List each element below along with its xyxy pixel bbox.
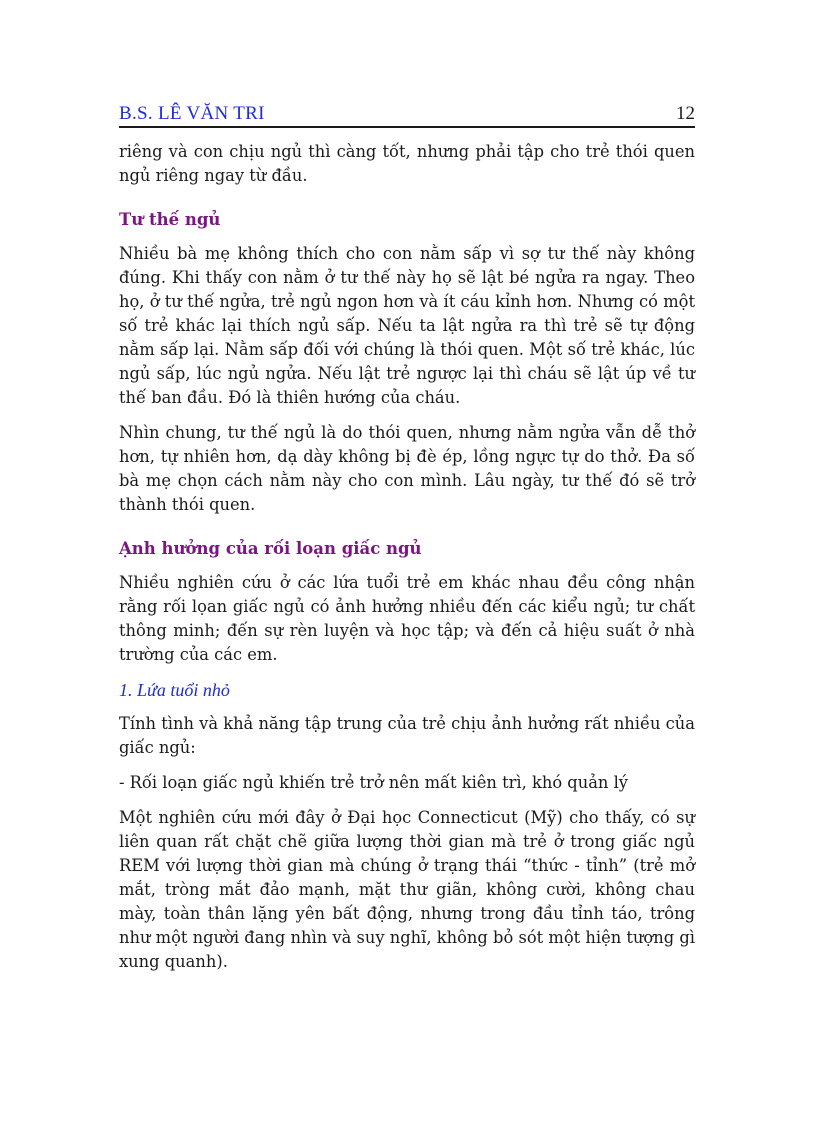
section-heading-sleep-position: Tư thế ngủ <box>119 210 221 229</box>
page-content <box>119 140 695 985</box>
header-author: B.S. LÊ VĂN TRI <box>119 103 265 124</box>
paragraph: Một nghiên cứu mới đây ở Đại học Connecticut (Mỹ) cho thấy, có sự liên quan rất chặt chẽ giữa lượng thời gian mà trẻ ở trong giấc ngủ REM với lượng thời gian mà chúng ở trạng thái “thức - tỉnh” (trẻ mở mắt, tròng mắt đảo mạnh, mặt thư giãn, không cười, không chau mày, toàn thân lặng yên bất động, nhưng trong đầu tỉnh táo, trông như một người đang nhìn và suy nghĩ, không bỏ sót một hiện tượng gì xung quanh). <box>119 808 695 971</box>
page-header <box>119 100 695 128</box>
section-heading-sleep-disorder-effects: Ạnh hưởng của rối loạn giấc ngủ <box>119 539 422 558</box>
paragraph: Nhìn chung, tư thế ngủ là do thói quen, nhưng nằm ngửa vẫn dễ thở hơn, tự nhiên hơn, dạ dày không bị đè ép, lồng ngực tự do thở. Đa số bà mẹ chọn cách nằm này cho con mình. Lâu ngày, tư thế đó sẽ trở thành thói quen. <box>119 423 695 514</box>
page-number: 12 <box>676 103 695 124</box>
paragraph: Nhiều bà mẹ không thích cho con nằm sấp vì sợ tư thế này không đúng. Khi thấy con nằm ở tư thế này họ sẽ lật bé ngửa ra ngay. Theo họ, ở tư thế ngửa, trẻ ngủ ngon hơn và ít cáu kỉnh hơn. Nhưng có một số trẻ khác lại thích ngủ sấp. Nếu ta lật ngửa ra thì trẻ sẽ tự động nằm sấp lại. Nằm sấp đối với chúng là thói quen. Một số trẻ khác, lúc ngủ sấp, lúc ngủ ngửa. Nếu lật trẻ ngược lại thì cháu sẽ lật úp về tư thế ban đầu. Đó là thiên hướng của cháu. <box>119 244 695 407</box>
paragraph: Tính tình và khả năng tập trung của trẻ chịu ảnh hưởng rất nhiều của giấc ngủ: <box>119 714 695 757</box>
paragraph: Nhiều nghiên cứu ở các lứa tuổi trẻ em khác nhau đều công nhận rằng rối lọan giấc ngủ có ảnh hưởng nhiều đến các kiểu ngủ; tư chất thông minh; đến sự rèn luyện và học tập; và đến cả hiệu suất ở nhà trường của các em. <box>119 573 695 664</box>
subsection-heading-young-age: 1. Lứa tuổi nhỏ <box>119 680 230 700</box>
paragraph: riêng và con chịu ngủ thì càng tốt, nhưng phải tập cho trẻ thói quen ngủ riêng ngay từ đầu. <box>119 142 695 185</box>
list-item: - Rối loạn giấc ngủ khiến trẻ trở nên mất kiên trì, khó quản lý <box>119 773 628 792</box>
